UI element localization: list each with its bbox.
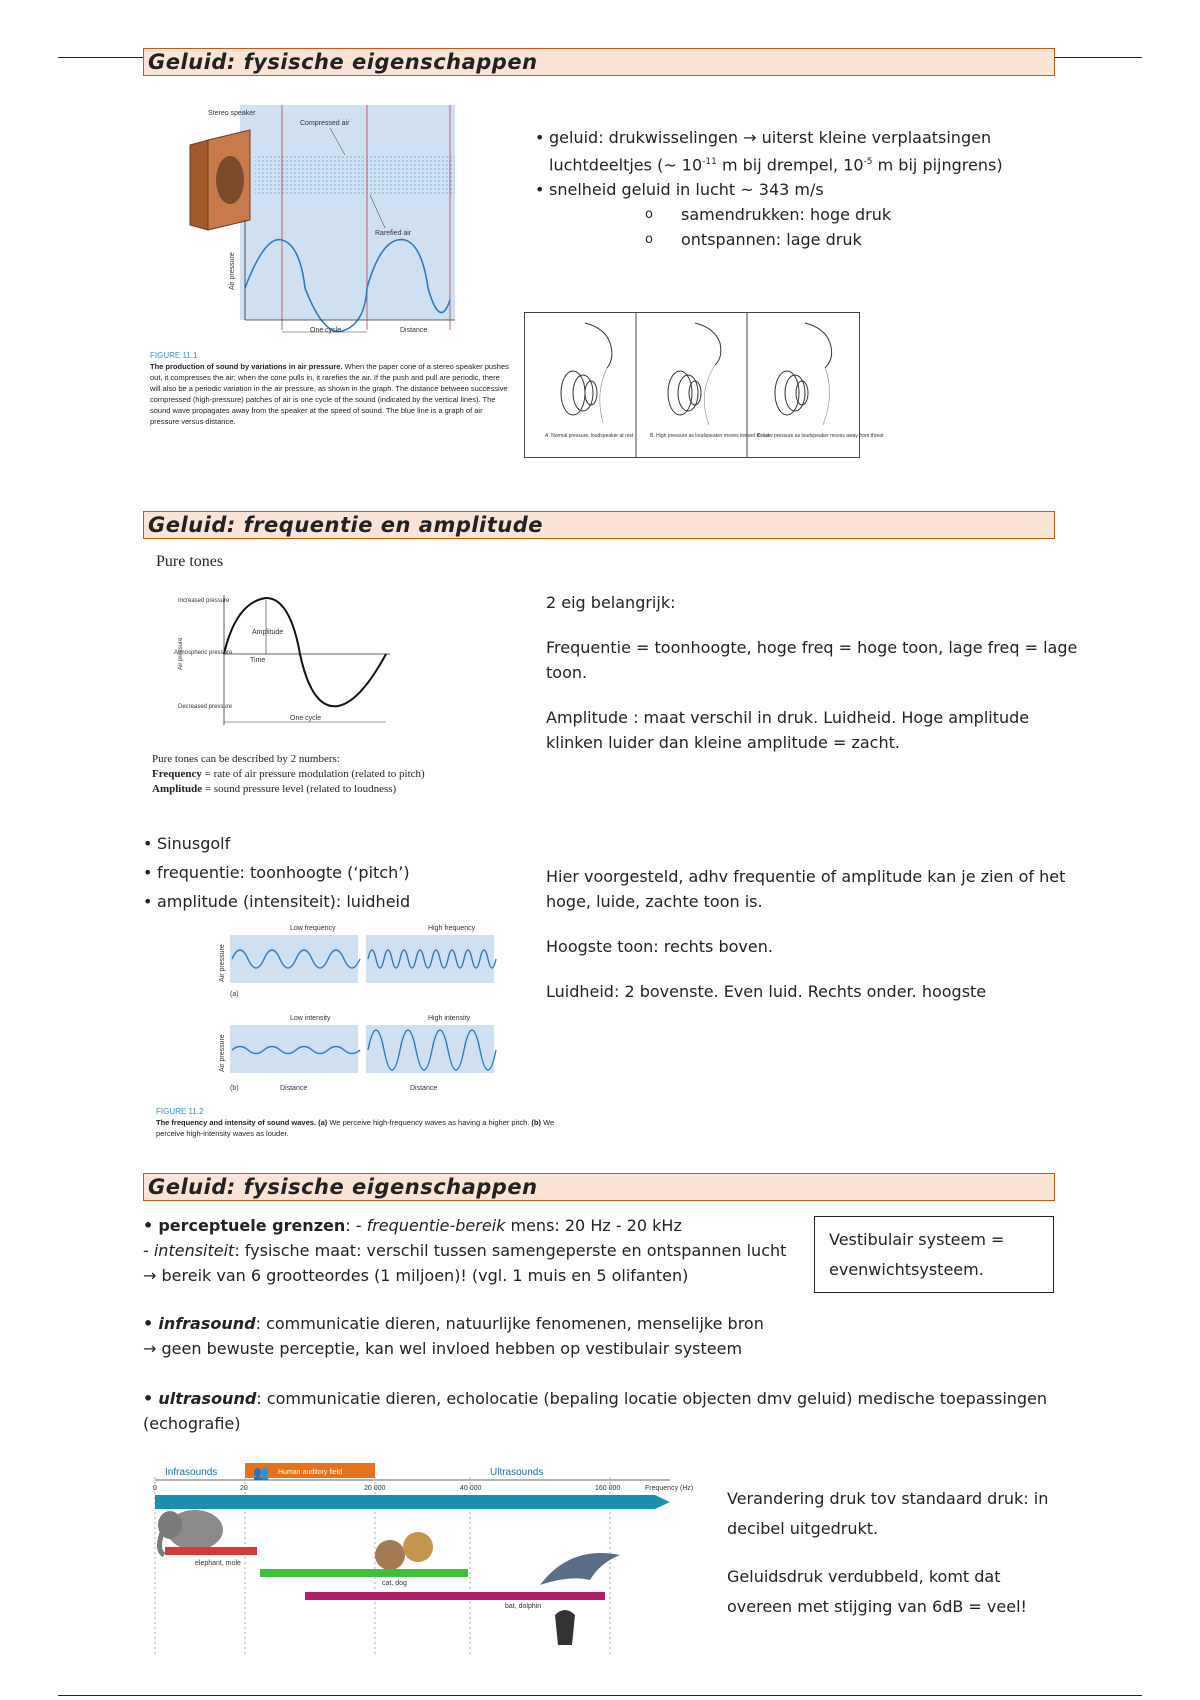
bat-dolphin-label: bat, dolphin [505, 1603, 542, 1610]
paragraph: Hoogste toon: rechts boven. [546, 937, 773, 956]
one-cycle-label: One cycle [290, 715, 322, 722]
air-band [255, 155, 455, 195]
s2-bullets [143, 829, 543, 916]
pure-tones-title: Pure tones [156, 553, 224, 570]
frequency-arrow [155, 1495, 670, 1509]
svg-text:B. High pressure as loudspeake: B. High pressure as loudspeaker moves toward threat [650, 433, 770, 439]
svg-text:C. Low pressure as loudspeaker: C. Low pressure as loudspeaker moves away from threat [757, 433, 884, 439]
high-frequency-panel [366, 935, 494, 983]
paragraph: Verandering druk tov standaard druk: in decibel uitgedrukt. [727, 1489, 1049, 1538]
list-item: • snelheid geluid in lucht ~ 343 m/s [535, 177, 1055, 202]
rarefied-label: Rarefied air [375, 230, 412, 237]
frequency-range-figure [150, 1455, 720, 1655]
pure-tone-graph [160, 590, 400, 730]
loudspeaker-panels [524, 312, 884, 458]
ultrasounds-label: Ultrasounds [490, 1467, 544, 1478]
s3-infrasound: • infrasound: communicatie dieren, natuurlijke fenomenen, menselijke bron → geen bewuste perceptie, kan wel invloed hebben op vestibulair systeem [143, 1314, 764, 1358]
svg-text:Low intensity: Low intensity [290, 1015, 331, 1022]
y-axis-label: Air pressure [178, 637, 184, 670]
panel-c [757, 323, 884, 439]
air-pressure-axis: Air pressure [229, 252, 236, 290]
s1-bullets [535, 125, 1055, 252]
svg-text:160 000: 160 000 [595, 1485, 621, 1492]
list-item: • amplitude (intensiteit): luidheid [143, 887, 543, 916]
s3-ultrasound: • ultrasound: communicatie dieren, echolocatie (bepaling locatie objecten dmv geluid) medische toepassingen (echografie) [143, 1389, 1048, 1433]
svg-text:(a): (a) [230, 991, 239, 998]
paragraph: Hier voorgesteld, adhv frequentie of amplitude kan je zien of het hoge, luide, zachte toon is. [546, 867, 1066, 911]
time-label: Time [250, 657, 266, 664]
diagram-background [240, 105, 455, 320]
infrasounds-label: Infrasounds [165, 1467, 218, 1478]
svg-text:Distance: Distance [280, 1085, 308, 1092]
paragraph: Amplitude : maat verschil in druk. Luidheid. Hoge amplitude klinken luider dan kleine amplitude = zacht. [546, 708, 1030, 752]
figure-11-1-caption: FIGURE 11.1 The production of sound by variations in air pressure. When the paper cone of a stereo speaker pushes out, it compresses the air; when the cone pulls in, it rarefies the air. If the push and pull are periodic, there will also be a periodic variation in the air pressure, as shown in the graph. The distance between successive compressed (high-pressure) patches of air is one cycle of the sound (indicated by the vertical lines). The sound wave propagates away from the speaker at the speed of sound. The blue line is a graph of air pressure versus distance. [150, 351, 509, 426]
section-title-2: Geluid: frequentie en amplitude [143, 511, 1055, 539]
cat-dog-label: cat, dog [382, 1580, 407, 1587]
humans-icon: 👥 [253, 1465, 270, 1480]
distance-label: Distance [400, 327, 428, 334]
human-field-label: Human auditory field [278, 1469, 343, 1476]
svg-text:20: 20 [240, 1485, 248, 1492]
increased-label: Increased pressure [178, 598, 230, 604]
paragraph: Luidheid: 2 bovenste. Even luid. Rechts onder. hoogste [546, 982, 987, 1001]
svg-text:(b): (b) [230, 1085, 239, 1092]
section-title-1: Geluid: fysische eigenschappen [143, 48, 1055, 76]
svg-text:High intensity: High intensity [428, 1015, 471, 1022]
speaker-label: Stereo speaker [208, 110, 256, 117]
svg-text:0: 0 [153, 1485, 157, 1492]
sine-wave [224, 598, 386, 706]
list-item: • frequentie: toonhoogte (‘pitch’) [143, 858, 543, 887]
s3-right-text [727, 1484, 1067, 1622]
elephant-mole-label: elephant, mole [195, 1560, 241, 1567]
svg-text:A. Normal pressure, loudspeake: A. Normal pressure, loudspeaker at rest [545, 433, 634, 439]
svg-text:40 000: 40 000 [460, 1485, 482, 1492]
decreased-label: Decreased pressure [178, 704, 233, 710]
atmospheric-label: Atmospheric pressure [174, 650, 233, 656]
paragraph: Geluidsdruk verdubbeld, komt dat overeen met stijging van 6dB = veel! [727, 1567, 1027, 1616]
bat-icon [555, 1610, 575, 1645]
paragraph: 2 eig belangrijk: [546, 593, 676, 612]
svg-text:Distance: Distance [410, 1085, 438, 1092]
svg-text:Low frequency: Low frequency [290, 925, 336, 932]
svg-text:20 000: 20 000 [364, 1485, 386, 1492]
figure-11-2 [150, 920, 555, 1145]
vestibular-box: Vestibulair systeem = evenwichtsysteem. [814, 1216, 1054, 1293]
svg-text:Frequency (Hz): Frequency (Hz) [645, 1485, 694, 1492]
low-frequency-panel [230, 935, 358, 983]
section-title-3: Geluid: fysische eigenschappen [143, 1173, 1055, 1201]
list-item: • geluid: drukwisselingen → uiterst kleine verplaatsingen luchtdeeltjes (~ $10^{-11}$ m bij drempel, $10^{-5}$ m bij pijngrens) [535, 125, 1055, 177]
panel-a [545, 323, 634, 439]
s2-right-text-2 [546, 864, 1086, 1004]
speaker-cone [216, 156, 244, 204]
svg-text:High frequency: High frequency [428, 925, 476, 932]
one-cycle-label: One cycle [310, 327, 342, 334]
figure-11-2-caption: FIGURE 11.2 The frequency and intensity of sound waves. (a) We perceive high-frequency waves as having a higher pitch. (b) We perceive high-intensity waves as louder. [156, 1107, 555, 1138]
figure-11-1 [150, 100, 510, 455]
dolphin-icon [540, 1553, 620, 1585]
s3-perceptual-limits: • perceptuele grenzen: - frequentie-bereik mens: 20 Hz - 20 kHz - intensiteit: fysische maat: verschil tussen samengeperste en ontspannen lucht → bereik van 6 grootteordes (1 miljoen)! (vgl. 1 muis en 5 olifanten) [143, 1216, 787, 1285]
list-item: o ontspannen: lage druk [645, 227, 1055, 252]
low-intensity-panel [230, 1025, 358, 1073]
svg-text:Air pressure: Air pressure [219, 1034, 226, 1072]
pure-tones-description: Pure tones can be described by 2 numbers: Frequency = rate of air pressure modulation (related to pitch) Amplitude = sound pressure level (related to loudness) [152, 753, 425, 795]
cat-dog-bar [260, 1569, 468, 1577]
cat-dog-icon [375, 1532, 433, 1570]
bat-dolphin-bar [305, 1592, 605, 1600]
list-item: o samendrukken: hoge druk [645, 202, 1055, 227]
paragraph: Frequentie = toonhoogte, hoge freq = hoge toon, lage freq = lage toon. [546, 638, 1078, 682]
bottom-rule [58, 1695, 1142, 1696]
svg-text:Air pressure: Air pressure [219, 944, 226, 982]
s2-right-text [546, 590, 1086, 755]
compressed-label: Compressed air [300, 120, 350, 127]
list-item: • Sinusgolf [143, 829, 543, 858]
panel-b [650, 323, 770, 439]
amplitude-label: Amplitude [252, 629, 284, 636]
elephant-mole-bar [165, 1547, 257, 1555]
